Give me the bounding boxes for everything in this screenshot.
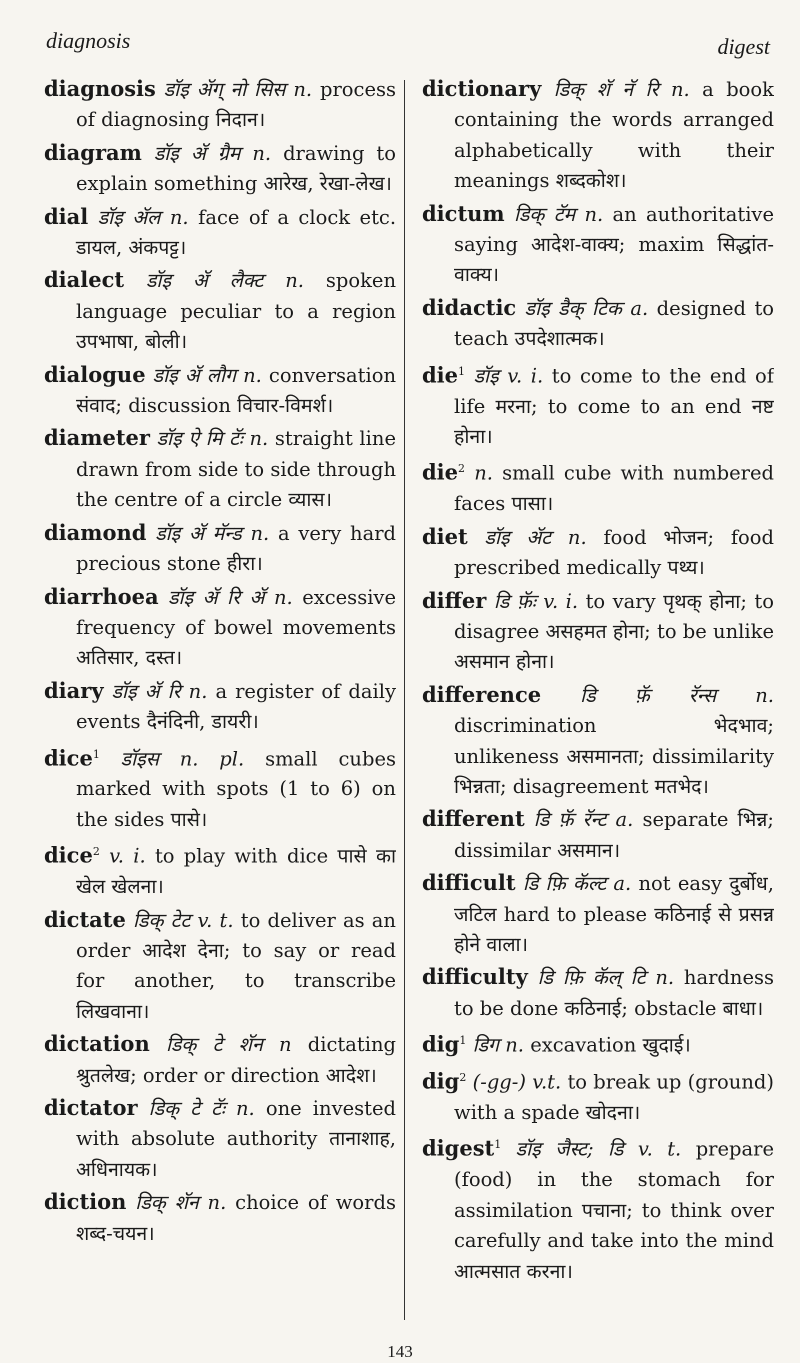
entry-pronunciation: डि फ़ि कॅल्ट: [522, 872, 607, 896]
entry-part-of-speech: n.: [474, 461, 493, 485]
entry-headword: diarrhoea: [44, 583, 159, 609]
entry-headword: die: [422, 362, 459, 388]
entry-headword: digest: [422, 1135, 495, 1161]
dictionary-entry: [418, 293, 774, 355]
entry-superscript: 1: [92, 747, 100, 761]
entry-definition: a book containing the words arranged alphabetically with their meanings शब्दकोश।: [454, 78, 774, 193]
column-divider: [404, 80, 405, 1320]
entry-definition: one invested with absolute authority तानाशाह, अधिनायक।: [76, 1097, 396, 1181]
entry-pronunciation: डिक् टे शॅन: [165, 1033, 263, 1057]
entry-part-of-speech: v. t.: [637, 1137, 682, 1161]
entry-part-of-speech: n.: [567, 525, 587, 549]
entry-headword: different: [422, 806, 525, 832]
entry-definition: an authoritative saying आदेश-वाक्य; maxim सिद्धांत-वाक्य।: [454, 202, 774, 287]
entry-pronunciation: डॉइ: [473, 364, 499, 388]
entry-definition: drawing to explain something आरेख, रेखा-लेख।: [76, 141, 396, 196]
dictionary-entry: [418, 454, 774, 519]
entry-pronunciation: डॉइ ॲ मॅन्ड: [155, 521, 242, 545]
running-head-left: diagnosis: [46, 28, 131, 53]
entry-definition: designed to teach उपदेशात्मक।: [454, 296, 774, 351]
entry-definition: to deliver as an order आदेश देना; to say or read for another, to transcribe लिखवाना।: [76, 908, 396, 1023]
entry-headword: difficulty: [422, 964, 528, 990]
dictionary-entry: [418, 74, 774, 197]
entry-definition: to play with dice पासे का खेल खेलना।: [76, 844, 396, 899]
entry-definition: conversation संवाद; discussion विचार-विमर्श।: [76, 363, 396, 418]
entry-headword: dial: [44, 203, 89, 229]
page-number: 143: [387, 1342, 413, 1361]
entry-definition: face of a clock etc. डायल, अंकपट्ट।: [76, 205, 396, 260]
dictionary-entry: [418, 680, 774, 803]
entry-headword: diary: [44, 677, 104, 703]
entry-definition: dictating श्रुतलेख; order or direction आदेश।: [76, 1033, 396, 1087]
dictionary-entry: [418, 199, 774, 291]
entry-part-of-speech: v. i.: [543, 589, 579, 613]
dictionary-entry: [40, 582, 396, 674]
entry-headword: difficult: [422, 870, 516, 896]
entry-part-of-speech: a.: [630, 296, 649, 320]
dictionary-entry: [418, 804, 774, 866]
entry-pronunciation: (-gg-): [472, 1070, 526, 1094]
dictionary-entry: [418, 1063, 774, 1128]
entry-pronunciation: डिग: [472, 1033, 500, 1057]
entry-headword: diagnosis: [44, 76, 156, 101]
entry-headword: dialogue: [44, 361, 146, 387]
entry-definition: to break up (ground) with a spade खोदना।: [454, 1070, 774, 1124]
entry-pronunciation: डॉइ ॲ रि: [111, 679, 181, 703]
entry-part-of-speech: n.: [250, 521, 270, 545]
entry-part-of-speech: n.: [252, 141, 272, 165]
entry-headword: dictum: [422, 200, 505, 226]
dictionary-entry: [40, 1029, 396, 1091]
entry-part-of-speech: n.: [293, 78, 313, 101]
entry-part-of-speech: n: [279, 1033, 292, 1057]
entry-definition: small cubes marked with spots (1 to 6) on the sides पासे।: [76, 747, 396, 831]
dictionary-entry: [418, 1130, 774, 1287]
entry-definition: choice of words शब्द-चयन।: [76, 1191, 396, 1245]
entry-pronunciation: डॉइ ॲट: [484, 525, 552, 549]
entry-pronunciation: डॉइ ॲ रि ॲ: [168, 585, 265, 609]
entry-superscript: 1: [459, 1034, 467, 1048]
entry-definition: to come to the end of life मरना; to come to an end नष्ट होना।: [454, 364, 774, 448]
entry-definition: prepare (food) in the stomach for assimilation पचाना; to think over carefully and take into the mind आत्मसात करना।: [454, 1137, 774, 1283]
dictionary-entry: [40, 740, 396, 836]
entry-pronunciation: डॉइ डैक् टिक: [524, 296, 622, 320]
dictionary-entry: [40, 1093, 396, 1185]
dictionary-entry: [40, 905, 396, 1028]
entry-part-of-speech: n.: [655, 966, 675, 990]
entry-pronunciation: डि फ़ॅः: [493, 589, 536, 613]
dictionary-entry: [40, 138, 396, 200]
entry-part-of-speech: n.: [249, 427, 269, 451]
entry-headword: dice: [44, 842, 93, 868]
entry-definition: excessive frequency of bowel movements अतिसार, दस्त।: [76, 585, 396, 670]
entry-part-of-speech: v. t.: [197, 908, 234, 932]
entry-headword: dictation: [44, 1031, 150, 1057]
entry-superscript: 2: [459, 1071, 467, 1085]
dictionary-entry: [418, 1026, 774, 1061]
dictionary-entry: [418, 868, 774, 960]
entry-headword: differ: [422, 587, 487, 613]
dictionary-entry: [40, 837, 396, 902]
entry-headword: difference: [422, 681, 542, 707]
dictionary-entry: [40, 423, 396, 515]
entry-part-of-speech: n.: [273, 585, 293, 609]
entry-part-of-speech: v. i.: [507, 364, 544, 388]
entry-definition: not easy दुर्बोध, जटिल hard to please कठिनाई से प्रसन्न होने वाला।: [454, 872, 774, 956]
entry-headword: diet: [422, 523, 468, 549]
dictionary-entry: [418, 586, 774, 678]
running-head-right: digest: [717, 34, 770, 59]
entry-pronunciation: डि फ़ॅ रॅन्ट: [533, 808, 607, 832]
entry-headword: diamond: [44, 519, 147, 545]
entry-headword: dig: [422, 1031, 460, 1057]
entry-pronunciation: डिक् टे टॅः: [148, 1097, 225, 1120]
entry-superscript: 2: [458, 462, 466, 476]
entry-part-of-speech: n.: [207, 1191, 227, 1215]
entry-part-of-speech: n.: [236, 1097, 255, 1120]
entry-pronunciation: डॉइ जैस्ट; डि: [515, 1137, 624, 1161]
entry-part-of-speech: a.: [615, 808, 634, 832]
entry-headword: dictionary: [422, 76, 542, 101]
dictionary-entry: [418, 357, 774, 453]
dictionary-entry: [40, 202, 396, 264]
entry-headword: diagram: [44, 139, 142, 165]
entry-pronunciation: डॉइ ॲल: [97, 205, 161, 229]
entry-definition: a very hard precious stone हीरा।: [76, 521, 396, 576]
entry-definition: discrimination भेदभाव; unlikeness असमानता; dissimilarity भिन्नता; disagreement मतभेद।: [454, 714, 774, 798]
entry-part-of-speech: a.: [613, 872, 632, 896]
entry-headword: dictate: [44, 906, 126, 932]
entry-definition: separate भिन्न; dissimilar असमान।: [454, 808, 774, 862]
entry-part-of-speech: v.t.: [532, 1070, 562, 1094]
entry-superscript: 1: [458, 364, 466, 378]
entry-headword: dictator: [44, 1095, 138, 1120]
entry-headword: didactic: [422, 294, 517, 320]
entry-part-of-speech: n.: [169, 205, 189, 229]
entry-part-of-speech: n. pl.: [179, 747, 245, 771]
entry-definition: food भोजन; food prescribed medically पथ्य।: [454, 525, 774, 580]
entry-definition: hardness to be done कठिनाई; obstacle बाधा।: [454, 966, 774, 1020]
entry-superscript: 1: [494, 1138, 502, 1152]
entry-headword: die: [422, 459, 459, 485]
entry-pronunciation: डॉइ ऐ मि टॅः: [156, 427, 243, 451]
entry-headword: dice: [44, 745, 93, 771]
entry-part-of-speech: v. i.: [109, 844, 146, 868]
entry-part-of-speech: n.: [670, 78, 690, 101]
entry-pronunciation: डिक् टॅम: [513, 202, 576, 226]
dictionary-entry: [40, 265, 396, 357]
entry-definition: spoken language peculiar to a region उपभाषा, बोली।: [76, 269, 396, 354]
entry-part-of-speech: n.: [755, 683, 774, 707]
entry-headword: diameter: [44, 425, 150, 451]
left-column: [40, 74, 396, 1314]
entry-pronunciation: डिक् शॅ नॅ रि: [553, 78, 659, 101]
entry-definition: process of diagnosing निदान।: [76, 78, 396, 132]
entry-definition: to vary पृथक् होना; to disagree असहमत होना; to be unlike असमान होना।: [454, 589, 774, 674]
entry-superscript: 2: [92, 845, 100, 859]
entry-pronunciation: डि फ़ि कॅल् टि: [537, 966, 646, 990]
entry-definition: a register of daily events दैनंदिनी, डायरी।: [76, 679, 396, 734]
dictionary-entry: [40, 1187, 396, 1249]
entry-pronunciation: डिक् शॅन: [135, 1191, 199, 1215]
entry-pronunciation: डॉइ ॲग् नो सिस: [163, 78, 286, 101]
dictionary-entry: [40, 360, 396, 422]
entry-headword: diction: [44, 1189, 127, 1215]
entry-definition: small cube with numbered faces पासा।: [454, 461, 774, 516]
entry-pronunciation: डि फ़ॅ रॅन्स: [580, 683, 717, 707]
entry-pronunciation: डिक् टेट: [133, 908, 191, 932]
dictionary-entry: [40, 74, 396, 136]
dictionary-entry: [40, 676, 396, 738]
entry-definition: excavation खुदाई।: [530, 1033, 691, 1057]
right-column: [418, 74, 774, 1314]
entry-part-of-speech: n.: [188, 679, 208, 703]
entry-pronunciation: डॉइ ॲ ग्रैम: [153, 141, 241, 165]
entry-part-of-speech: n.: [584, 202, 604, 226]
entry-pronunciation: डॉइ ॲ लैक्ट: [145, 269, 264, 293]
entry-part-of-speech: n.: [505, 1033, 524, 1057]
entry-pronunciation: डॉइ ॲ लौग: [152, 363, 236, 387]
dictionary-entry: [418, 522, 774, 584]
dictionary-entry: [418, 962, 774, 1024]
entry-part-of-speech: n.: [243, 363, 262, 387]
entry-headword: dig: [422, 1068, 460, 1094]
dictionary-entry: [40, 518, 396, 580]
entry-headword: dialect: [44, 267, 125, 293]
entry-definition: straight line drawn from side to side through the centre of a circle व्यास।: [76, 427, 396, 512]
entry-part-of-speech: n.: [285, 269, 304, 293]
entry-pronunciation: डॉइस: [120, 747, 159, 771]
